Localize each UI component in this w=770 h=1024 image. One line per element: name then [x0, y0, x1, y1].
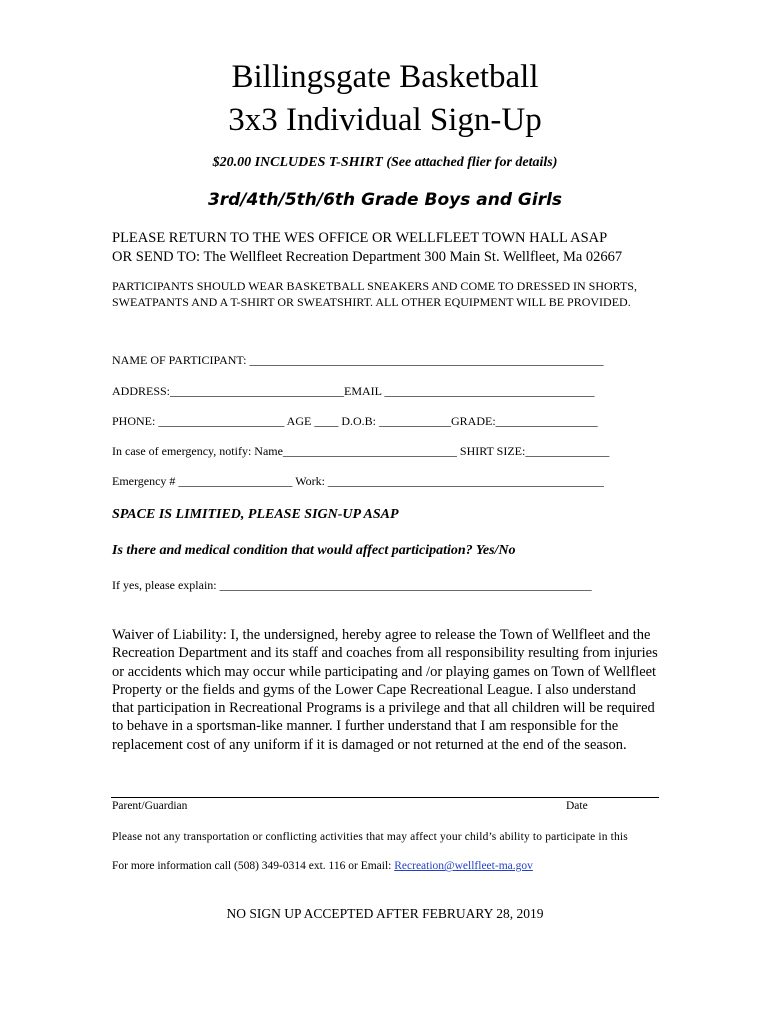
return-instructions — [112, 229, 672, 267]
name-field[interactable]: NAME OF PARTICIPANT: ___________________________________________________________ — [112, 353, 604, 367]
return-line-1: PLEASE RETURN TO THE WES OFFICE OR WELLFLEET TOWN HALL ASAP — [112, 230, 608, 246]
return-line-2: OR SEND TO: The Wellfleet Recreation Department 300 Main St. Wellfleet, Ma 02667 — [112, 249, 623, 265]
form-title-line2: 3x3 Individual Sign-Up — [228, 102, 542, 138]
space-limited-notice: SPACE IS LIMITIED, PLEASE SIGN-UP ASAP — [112, 507, 399, 522]
address-email-field[interactable]: ADDRESS:_____________________________EMAIL ___________________________________ — [112, 384, 595, 398]
phone-age-dob-grade-field[interactable]: PHONE: _____________________ AGE ____ D.O.B: ____________GRADE:_________________ — [112, 414, 598, 428]
medical-explain-field[interactable]: If yes, please explain: ______________________________________________________________ — [112, 578, 592, 592]
form-title-line1: Billingsgate Basketball — [231, 59, 539, 95]
attire-note: PARTICIPANTS SHOULD WEAR BASKETBALL SNEAKERS AND COME TO DRESSED IN SHORTS, SWEATPANTS AND A T-SHIRT OR SWEATSHIRT. ALL OTHER EQUIPMENT WILL BE PROVIDED. — [112, 279, 637, 309]
signature-line[interactable] — [111, 797, 659, 798]
contact-info — [112, 860, 533, 872]
date-label: Date — [566, 800, 588, 812]
medical-question: Is there and medical condition that would affect participation? Yes/No — [112, 543, 516, 558]
contact-text: For more information call (508) 349-0314 ext. 116 or Email: — [112, 860, 395, 872]
deadline-notice: NO SIGN UP ACCEPTED AFTER FEBRUARY 28, 2019 — [226, 906, 544, 921]
email-link[interactable]: Recreation@wellfleet-ma.gov — [394, 860, 533, 872]
waiver-of-liability: Waiver of Liability: I, the undersigned, hereby agree to release the Town of Wellfleet and the Recreation Department and its staff and coaches from all responsibility resulting from injuries or accidents which may occur while participating and /or playing games on Town of Wellfleet Property or the fields and gyms of the Lower Cape Recreational League. I also understand that participation in Recreational Programs is a privilege and that all children will be required to behave in a sportsman-like manner. I further understand that I am responsible for the replacement cost of any uniform if it is damaged or not returned at the end of the season. — [112, 627, 658, 753]
transport-note: Please not any transportation or conflicting activities that may affect your child’s ability to participate in this — [112, 831, 628, 843]
parent-guardian-label: Parent/Guardian — [112, 800, 188, 812]
emergency-work-field[interactable]: Emergency # ___________________ Work: ______________________________________________ — [112, 474, 604, 488]
price-line: $20.00 INCLUDES T-SHIRT (See attached flier for details) — [212, 155, 558, 170]
emergency-shirt-field[interactable]: In case of emergency, notify: Name_____________________________ SHIRT SIZE:______________ — [112, 444, 610, 458]
grade-line: 3rd/4th/5th/6th Grade Boys and Girls — [207, 190, 563, 210]
